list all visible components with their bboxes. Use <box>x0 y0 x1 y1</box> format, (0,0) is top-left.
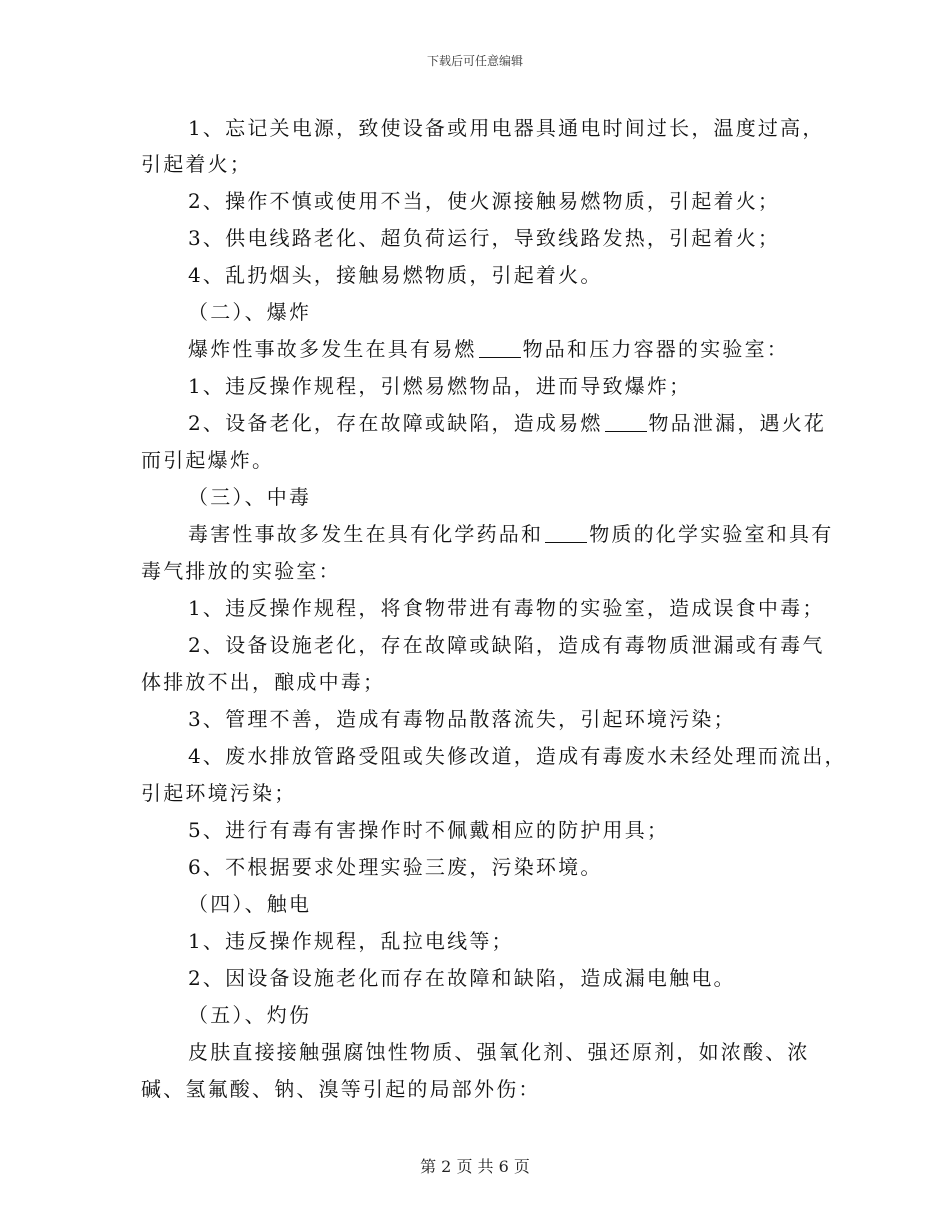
text-segment: 物品泄漏，遇火花 <box>648 411 827 435</box>
text-line: 皮肤直接接触强腐蚀性物质、强氧化剂、强还原剂，如浓酸、浓 <box>188 1040 810 1064</box>
text-line: 4、乱扔烟头，接触易燃物质，引起着火。 <box>188 263 603 287</box>
text-line: 3、管理不善，造成有毒物品散落流失，引起环境污染； <box>188 707 736 731</box>
text-line: 毒气排放的实验室： <box>141 559 341 583</box>
text-line: 5、进行有毒有害操作时不佩戴相应的防护用具； <box>188 818 670 842</box>
text-segment: 物质的化学实验室和具有 <box>589 522 834 546</box>
text-line: 1、违反操作规程，将食物带进有毒物的实验室，造成误食中毒； <box>188 596 825 620</box>
section-heading: （三）、中毒 <box>188 485 312 509</box>
text-segment: 物品和压力容器的实验室： <box>522 337 790 361</box>
text-line: 1、违反操作规程，引燃易燃物品，进而导致爆炸； <box>188 374 692 398</box>
section-heading: （四）、触电 <box>188 892 312 916</box>
page-footer: 第 2 页 共 6 页 <box>420 1157 530 1176</box>
fill-blank <box>479 339 521 358</box>
text-line: 1、忘记关电源，致使设备或用电器具通电时间过长，温度过高， <box>188 116 825 140</box>
text-segment: 毒害性事故多发生在具有化学药品和 <box>188 522 544 546</box>
section-heading: （五）、灼伤 <box>188 1003 312 1027</box>
text-line: 碱、氢氟酸、钠、溴等引起的局部外伤： <box>141 1077 541 1101</box>
text-line: 4、废水排放管路受阻或失修改道，造成有毒废水未经处理而流出， <box>188 744 847 768</box>
text-line: 引起着火； <box>141 152 252 176</box>
text-line <box>188 337 789 361</box>
text-line: 3、供电线路老化、超负荷运行，导致线路发热，引起着火； <box>188 226 781 250</box>
fill-blank <box>605 413 647 432</box>
text-line: 1、违反操作规程，乱拉电线等； <box>188 929 514 953</box>
text-line: 体排放不出，酿成中毒； <box>141 670 386 694</box>
text-line: 引起环境污染； <box>141 781 297 805</box>
page-header: 下载后可任意编辑 <box>426 54 523 68</box>
text-line <box>188 411 826 435</box>
section-heading: （二）、爆炸 <box>188 300 312 324</box>
text-line: 2、设备设施老化，存在故障或缺陷，造成有毒物质泄漏或有毒气 <box>188 633 825 657</box>
text-segment: 爆炸性事故多发生在具有易燃 <box>188 337 477 361</box>
text-line: 2、因设备设施老化而存在故障和缺陷，造成漏电触电。 <box>188 966 736 990</box>
text-line: 6、不根据要求处理实验三废，污染环境。 <box>188 855 603 879</box>
text-line: 2、操作不慎或使用不当，使火源接触易燃物质，引起着火； <box>188 189 781 213</box>
fill-blank <box>545 524 587 543</box>
text-line <box>188 522 833 546</box>
text-segment: 2、设备老化，存在故障或缺陷，造成易燃 <box>188 411 603 435</box>
text-line: 而引起爆炸。 <box>141 448 275 472</box>
